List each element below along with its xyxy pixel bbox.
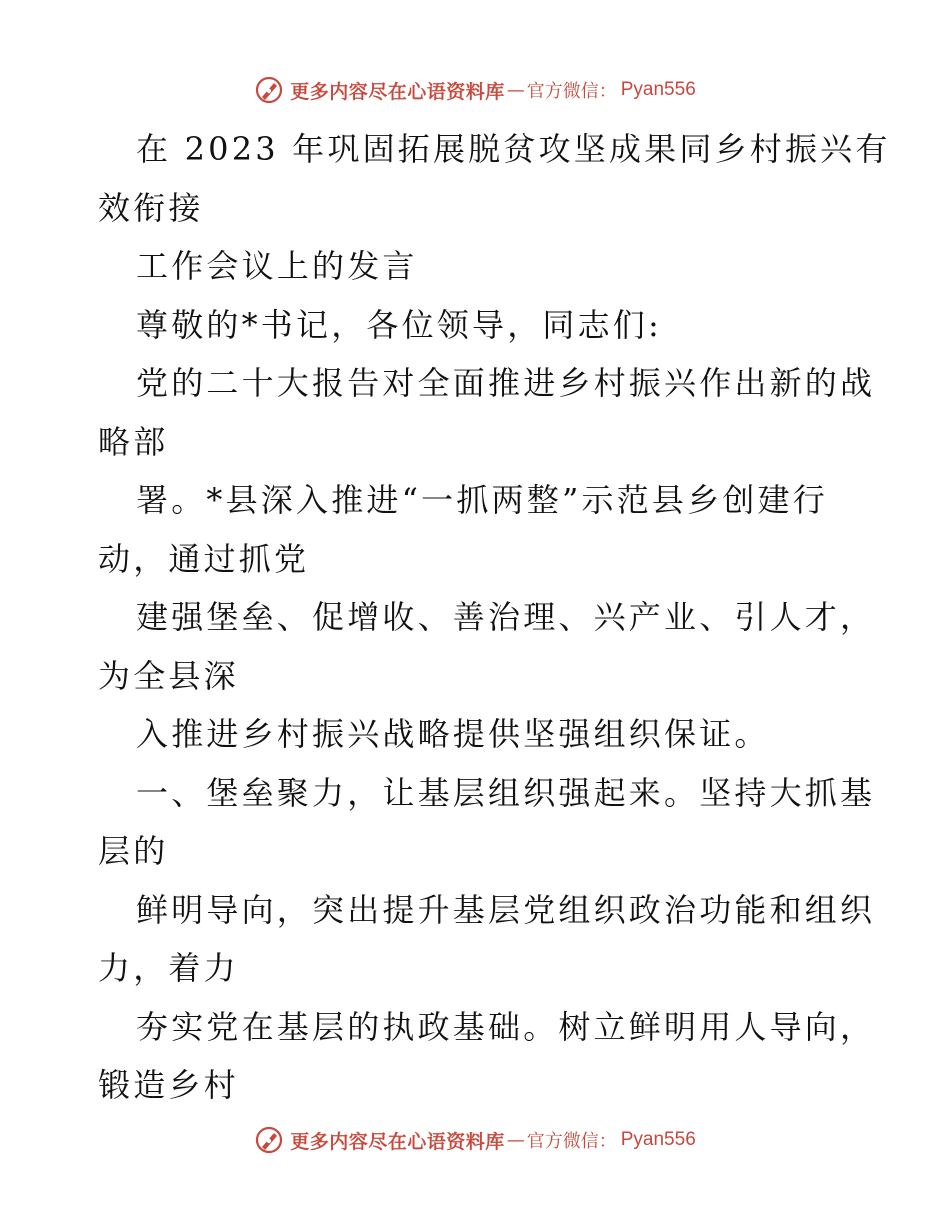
text-line: 建强堡垒、促增收、善治理、兴产业、引人才， — [136, 598, 876, 636]
text-line: 层的 — [98, 832, 169, 870]
banner-main-text: 更多内容尽在心语资料库 — [290, 1130, 505, 1153]
text-line: 一、堡垒聚力，让基层组织强起来。坚持大抓基 — [136, 773, 876, 812]
header-watermark-banner — [0, 70, 950, 110]
text-line: 锻造乡村 — [98, 1066, 239, 1104]
text-line: 略部 — [98, 422, 169, 461]
text-line: 尊敬的*书记，各位领导，同志们: — [136, 305, 662, 344]
text-line: 鲜明导向，突出提升基层党组织政治功能和组织 — [136, 890, 876, 929]
banner-label: 官方微信： — [526, 1131, 617, 1152]
banner-separator: — — [506, 79, 525, 101]
text-line: 工作会议上的发言 — [136, 247, 418, 285]
banner-separator: — — [506, 1129, 525, 1151]
text-line: 在 2023 年巩固拓展脱贫攻坚成果同乡村振兴有 — [136, 130, 891, 168]
text-line: 动，通过抓党 — [98, 539, 310, 578]
text-line: 入推进乡村振兴战略提供坚强组织保证。 — [136, 715, 770, 753]
text-line: 为全县深 — [98, 656, 239, 695]
pen-logo-icon — [254, 1125, 284, 1155]
text-line: 效衔接 — [98, 188, 204, 227]
text-line: 署。*县深入推进“一抓两整”示范县乡创建行 — [136, 481, 828, 519]
banner-wechat-id: Pyan556 — [620, 1129, 696, 1150]
banner-wechat-id: Pyan556 — [620, 79, 696, 100]
text-line: 党的二十大报告对全面推进乡村振兴作出新的战 — [136, 364, 876, 402]
banner-label: 官方微信： — [526, 81, 617, 102]
footer-watermark-banner — [0, 1120, 950, 1160]
text-line: 力，着力 — [98, 949, 239, 987]
text-line: 夯实党在基层的执政基础。树立鲜明用人导向， — [136, 1007, 876, 1046]
banner-main-text: 更多内容尽在心语资料库 — [290, 80, 505, 103]
document-body — [98, 120, 891, 1115]
pen-logo-icon — [254, 75, 284, 105]
